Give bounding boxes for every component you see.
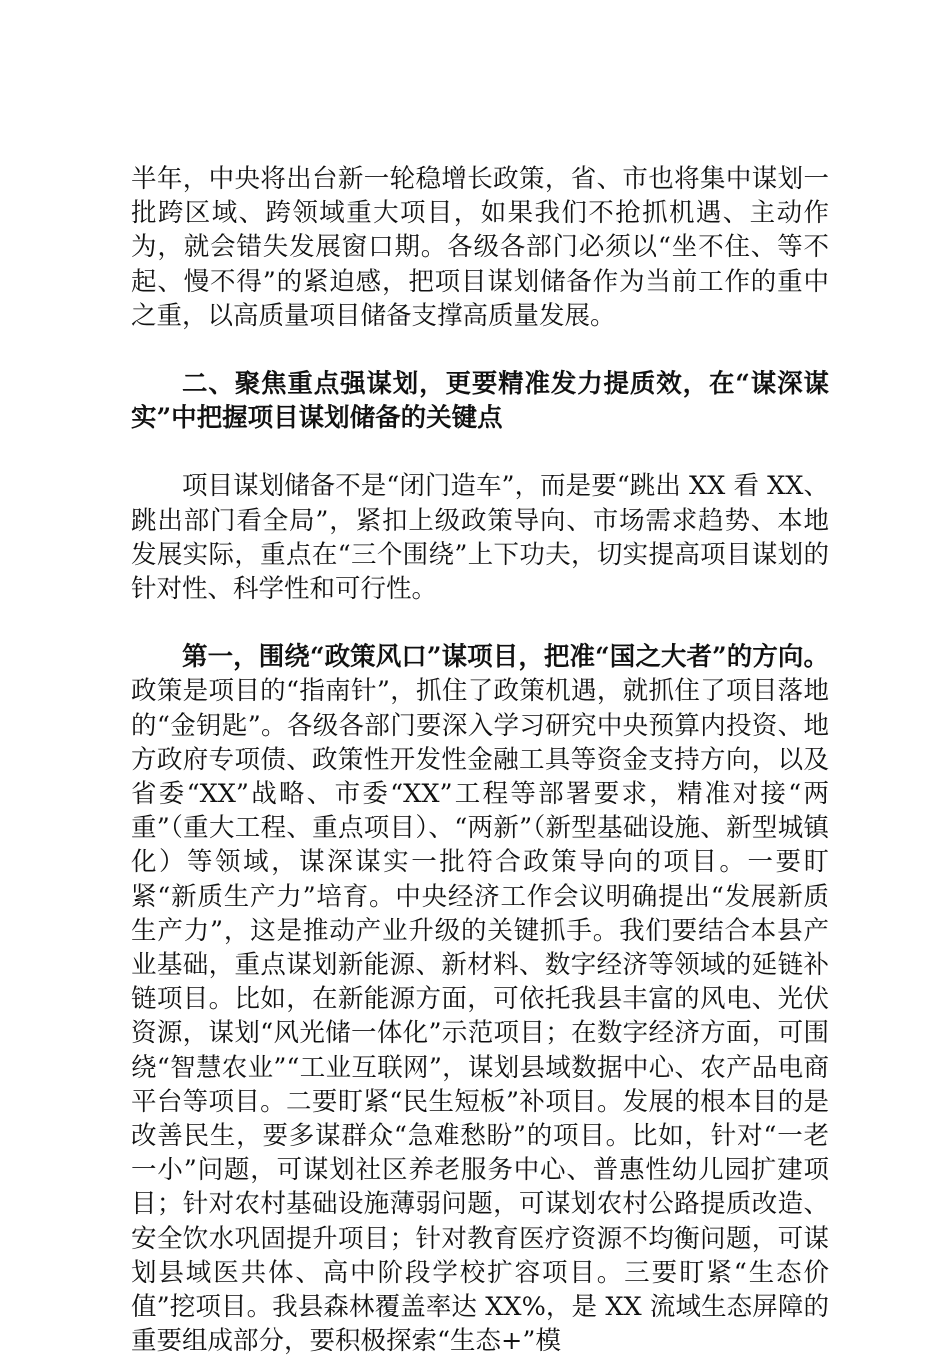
paragraph-spacer xyxy=(131,333,829,367)
paragraph-2: 项目谋划储备不是“闭门造车”，而是要“跳出 XX 看 XX、跳出部门看全局”，紧扣上级政策导向、市场需求趋势、本地发展实际，重点在“三个围绕”上下功夫，切实提高项目谋划的针对性、科学性和可行性。 xyxy=(131,471,829,605)
paragraph-spacer xyxy=(131,606,829,640)
paragraph-3 xyxy=(131,640,829,1358)
paragraph-spacer xyxy=(131,435,829,469)
paragraph-1: 半年，中央将出台新一轮稳增长政策，省、市也将集中谋划一批跨区域、跨领域重大项目，如果我们不抢抓机遇、主动作为，就会错失发展窗口期。各级各部门必须以“坐不住、等不起、慢不得”的紧迫感，把项目谋划储备作为当前工作的重中之重，以高质量项目储备支撑高质量发展。 xyxy=(131,164,829,331)
paragraph-3-lead: 第一，围绕“政策风口”谋项目，把准“国之大者”的方向。 xyxy=(182,642,829,673)
section-heading-2: 二、聚焦重点强谋划，更要精准发力提质效，在“谋深谋实”中把握项目谋划储备的关键点 xyxy=(131,369,829,434)
paragraph-3-body: 政策是项目的“指南针”，抓住了政策机遇，就抓住了项目落地的“金钥匙”。各级各部门要深入学习研究中央预算内投资、地方政府专项债、政策性开发性金融工具等资金支持方向，以及省委“XX”战略、市委“XX”工程等部署要求，精准对接“两重”（重大工程、重点项目）、“两新”（新型基础设施、新型城镇化）等领域，谋深谋实一批符合政策导向的项目。一要盯紧“新质生产力”培育。中央经济工作会议明确提出“发展新质生产力”，这是推动产业升级的关键抓手。我们要结合本县产业基础，重点谋划新能源、新材料、数字经济等领域的延链补链项目。比如，在新能源方面，可依托我县丰富的风电、光伏资源，谋划“风光储一体化”示范项目；在数字经济方面，可围绕“智慧农业”“工业互联网”，谋划县域数据中心、农产品电商平台等项目。二要盯紧“民生短板”补项目。发展的根本目的是改善民生，要多谋群众“急难愁盼”的项目。比如，针对“一老一小”问题，可谋划社区养老服务中心、普惠性幼儿园扩建项目；针对农村基础设施薄弱问题，可谋划农村公路提质改造、安全饮水巩固提升项目；针对教育医疗资源不均衡问题，可谋划县域医共体、高中阶段学校扩容项目。三要盯紧“生态价值”挖项目。我县森林覆盖率达 XX%，是 XX 流域生态屏障的重要组成部分，要积极探索“生态+”模 xyxy=(131,676,829,1357)
document-page xyxy=(131,162,829,1359)
